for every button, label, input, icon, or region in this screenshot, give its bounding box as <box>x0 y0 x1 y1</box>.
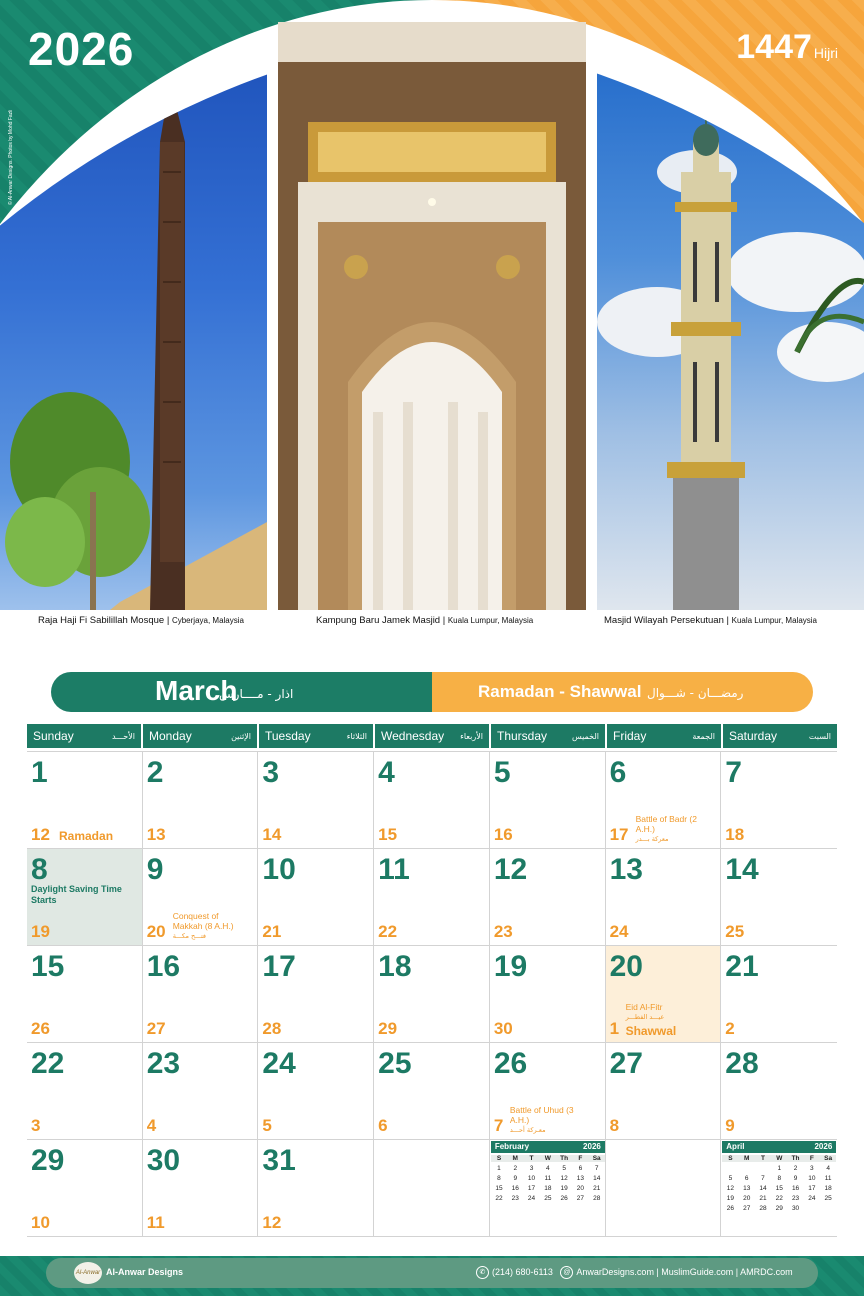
gregorian-day: 15 <box>31 950 65 983</box>
hijri-day: 19 <box>31 922 50 941</box>
photo-caption-location: Cyberjaya, Malaysia <box>171 616 244 625</box>
hijri-month-arabic: رمضـــان - شـــوال <box>647 686 744 700</box>
hijri-day: 14 <box>262 825 282 844</box>
mini-day: 18 <box>824 1185 832 1192</box>
weekday-arabic: الأربعاء <box>460 731 483 741</box>
mini-year: 2026 <box>583 1142 601 1151</box>
calendar-grid <box>27 724 837 1237</box>
mini-calendar-days <box>722 1155 836 1212</box>
mini-day: 26 <box>560 1195 568 1202</box>
mini-day: 2 <box>513 1165 518 1172</box>
weekday-saturday <box>723 724 837 748</box>
mini-weekday: T <box>523 1155 539 1162</box>
gregorian-day: 14 <box>725 853 759 886</box>
mini-day: 12 <box>560 1175 568 1182</box>
day-cell <box>490 752 606 849</box>
mini-weekday: M <box>507 1155 523 1162</box>
mini-day: 24 <box>527 1195 536 1202</box>
hijri-day: 21 <box>262 922 282 941</box>
hijri-label: Hijri <box>813 45 838 61</box>
mini-weekday: S <box>491 1155 507 1162</box>
hijri-day: 27 <box>146 1019 166 1038</box>
weekday-arabic: الخميس <box>571 731 599 741</box>
gregorian-day: 20 <box>609 950 643 983</box>
mini-day: 24 <box>808 1195 816 1202</box>
mini-day: 16 <box>791 1185 800 1192</box>
hijri-month-label: Shawwal <box>625 1024 677 1038</box>
weekday-arabic: السبت <box>808 731 831 741</box>
gregorian-day: 28 <box>725 1047 759 1080</box>
mini-day: 23 <box>511 1195 519 1202</box>
islamic-event <box>510 1105 580 1135</box>
day-cell <box>143 1140 259 1237</box>
mini-day: 22 <box>775 1195 783 1202</box>
hijri-month-label: Ramadan <box>59 829 114 843</box>
weekday-name: Tuesday <box>265 729 311 743</box>
mini-weekday: F <box>804 1155 820 1162</box>
hijri-year-number: 1447 <box>736 28 812 66</box>
photo-caption-name: Masjid Wilayah Persekutuan <box>604 615 724 626</box>
gregorian-day: 6 <box>609 756 627 789</box>
hijri-day: 2 <box>725 1019 735 1038</box>
weekday-name: Wednesday <box>381 729 445 743</box>
hijri-day: 3 <box>31 1116 41 1135</box>
mini-day: 6 <box>744 1175 749 1182</box>
mini-day: 29 <box>775 1205 783 1212</box>
mihrab-illustration <box>278 22 586 610</box>
gregorian-day: 24 <box>262 1047 296 1080</box>
mini-day: 11 <box>544 1175 552 1182</box>
day-cell <box>258 849 374 946</box>
photo-kampung-baru-masjid <box>278 22 586 610</box>
mini-blank <box>739 1165 755 1172</box>
event-title: Conquest of Makkah (8 A.H.) <box>172 911 234 931</box>
mini-weekday: S <box>722 1155 738 1162</box>
day-cell <box>143 752 259 849</box>
hijri-day: 29 <box>378 1019 398 1038</box>
mini-calendar-apr <box>722 1141 836 1212</box>
hijri-day: 25 <box>725 922 745 941</box>
mini-blank <box>755 1165 771 1172</box>
day-cell <box>143 849 259 946</box>
hijri-day: 6 <box>378 1116 388 1135</box>
day-cell <box>721 1043 837 1140</box>
hijri-month-banner <box>432 672 813 712</box>
gregorian-day: 1 <box>31 756 48 789</box>
event-arabic: معركة بـــدر <box>635 835 669 843</box>
mini-day: 3 <box>529 1165 534 1172</box>
day-cell <box>143 946 259 1043</box>
hijri-day: 18 <box>725 825 745 844</box>
mini-day: 19 <box>560 1185 568 1192</box>
weekday-name: Monday <box>149 729 192 743</box>
hijri-day: 24 <box>609 922 629 941</box>
gregorian-day: 25 <box>378 1047 412 1080</box>
gregorian-day: 10 <box>262 853 296 886</box>
event-title: Eid Al-Fitr <box>625 1002 663 1012</box>
mini-day: 23 <box>791 1195 800 1202</box>
mini-day: 5 <box>728 1175 733 1182</box>
day-cell <box>490 1140 606 1237</box>
hijri-day: 22 <box>378 922 398 941</box>
mini-day: 2 <box>793 1165 798 1172</box>
day-cell <box>143 1043 259 1140</box>
mini-day: 28 <box>759 1205 767 1212</box>
gregorian-day: 7 <box>725 756 742 789</box>
gregorian-month-banner <box>51 672 432 712</box>
gregorian-day: 5 <box>493 756 511 789</box>
gregorian-month-name: March <box>155 675 238 706</box>
day-cell <box>490 849 606 946</box>
hijri-day: 15 <box>378 825 398 844</box>
mini-day: 17 <box>527 1185 536 1192</box>
day-cell <box>490 946 606 1043</box>
hijri-day: 20 <box>146 922 166 941</box>
brand-name: Al-Anwar Designs <box>106 1267 184 1277</box>
mini-calendar-days <box>491 1155 605 1202</box>
mini-day: 14 <box>593 1175 601 1182</box>
day-cell <box>27 849 143 946</box>
phone-number: (214) 680-6113 <box>492 1266 553 1277</box>
hijri-day: 7 <box>493 1116 504 1135</box>
weekday-arabic: الأحـــد <box>112 731 135 741</box>
mini-day: 13 <box>576 1175 585 1182</box>
event-arabic: فتـــح مكـــة <box>172 932 207 940</box>
weekday-arabic: الجمعة <box>692 731 715 741</box>
month-banner <box>51 672 813 712</box>
hijri-day: 5 <box>262 1116 272 1135</box>
gregorian-day: 17 <box>262 950 296 983</box>
contact-info <box>476 1266 793 1279</box>
footer-bar <box>46 1258 818 1288</box>
mini-day: 10 <box>808 1175 816 1182</box>
hijri-day: 12 <box>31 825 50 844</box>
gregorian-day: 2 <box>146 756 164 789</box>
mini-day: 8 <box>497 1175 501 1182</box>
photo-caption-name: Raja Haji Fi Sabilillah Mosque <box>38 615 165 626</box>
day-cell <box>721 752 837 849</box>
hijri-day: 13 <box>146 825 166 844</box>
daylight-saving-note: Daylight Saving Time Starts <box>31 884 122 905</box>
mini-day: 9 <box>793 1175 798 1182</box>
hijri-day: 26 <box>31 1019 50 1038</box>
mini-weekday: Sa <box>820 1155 836 1162</box>
gregorian-day: 26 <box>493 1047 528 1080</box>
photo-caption-location: Kuala Lumpur, Malaysia <box>447 616 534 625</box>
gregorian-day: 9 <box>146 853 164 886</box>
day-cell <box>721 849 837 946</box>
mini-day: 3 <box>810 1165 814 1172</box>
gregorian-day: 16 <box>146 950 181 983</box>
event-arabic: عيـــد الفطـــر <box>625 1013 665 1021</box>
day-cell <box>374 752 490 849</box>
hijri-day: 1 <box>609 1019 620 1038</box>
mini-weekday: Th <box>787 1155 803 1162</box>
day-cell <box>606 1043 722 1140</box>
mini-day: 21 <box>593 1185 601 1192</box>
day-cell <box>374 849 490 946</box>
gregorian-day: 3 <box>262 756 280 789</box>
mini-day: 27 <box>743 1205 751 1212</box>
weekday-friday <box>607 724 721 748</box>
mini-day: 27 <box>576 1195 585 1202</box>
weekday-monday <box>143 724 257 748</box>
day-cell <box>27 1043 143 1140</box>
islamic-event <box>626 1002 696 1022</box>
mini-day: 4 <box>826 1165 830 1172</box>
websites: AnwarDesigns.com | MuslimGuide.com | AMRDC.com <box>576 1266 793 1277</box>
mini-day: 21 <box>759 1195 767 1202</box>
mini-day: 6 <box>578 1165 583 1172</box>
weekday-name: Saturday <box>729 729 778 743</box>
hijri-day: 28 <box>262 1019 282 1038</box>
event-arabic: معـركة أحـــد <box>509 1126 546 1134</box>
day-grid <box>27 751 837 1237</box>
gregorian-day: 13 <box>609 853 643 886</box>
mini-weekday: F <box>572 1155 588 1162</box>
photo-caption-name: Kampung Baru Jamek Masjid <box>316 615 441 626</box>
day-cell <box>606 849 722 946</box>
mini-day: 4 <box>546 1165 550 1172</box>
weekday-sunday <box>27 724 141 748</box>
day-cell <box>606 946 722 1043</box>
gregorian-month-arabic: اذار - مــــارس <box>219 687 294 701</box>
mini-day: 7 <box>594 1165 599 1172</box>
hijri-day: 17 <box>609 825 629 844</box>
weekday-header-row <box>27 724 837 748</box>
mini-day: 14 <box>759 1185 767 1192</box>
gregorian-day: 30 <box>146 1144 181 1177</box>
hijri-year <box>736 28 838 67</box>
hijri-month-names: Ramadan - Shawwal <box>478 682 642 701</box>
day-cell <box>258 752 374 849</box>
mini-day: 11 <box>824 1175 832 1182</box>
gregorian-day: 12 <box>493 853 528 886</box>
day-cell <box>27 946 143 1043</box>
day-cell <box>606 1140 722 1237</box>
mini-calendar-feb <box>491 1141 605 1202</box>
day-cell <box>27 1140 143 1237</box>
mini-day: 1 <box>497 1165 501 1172</box>
weekday-arabic: الثلاثاء <box>346 731 367 741</box>
day-cell <box>490 1043 606 1140</box>
hijri-day: 12 <box>262 1213 282 1232</box>
mini-day: 15 <box>495 1185 503 1192</box>
gregorian-day: 21 <box>725 950 759 983</box>
gregorian-day: 4 <box>378 756 395 789</box>
gregorian-day: 18 <box>378 950 412 983</box>
mini-day: 19 <box>726 1195 735 1202</box>
weekday-thursday <box>491 724 605 748</box>
mini-day: 9 <box>513 1175 518 1182</box>
hijri-day: 10 <box>31 1213 50 1232</box>
mini-day: 12 <box>726 1185 735 1192</box>
whatsapp-icon: ✆ <box>476 1266 489 1279</box>
gregorian-day: 27 <box>609 1047 643 1080</box>
web-icon: @ <box>560 1266 573 1279</box>
mini-day: 26 <box>726 1205 735 1212</box>
gregorian-year: 2026 <box>28 23 135 75</box>
weekday-tuesday <box>259 724 373 748</box>
gregorian-day: 11 <box>378 853 410 886</box>
day-cell <box>374 1043 490 1140</box>
mini-day: 10 <box>527 1175 536 1182</box>
weekday-name: Sunday <box>33 729 74 743</box>
al-anwar-logo: Al-Anwar <box>74 1262 102 1284</box>
mini-day: 20 <box>743 1195 751 1202</box>
mini-weekday: W <box>771 1155 787 1162</box>
mini-calendar-header <box>722 1141 836 1153</box>
mini-day: 5 <box>562 1165 566 1172</box>
day-cell <box>374 1140 490 1237</box>
mini-day: 18 <box>544 1185 552 1192</box>
mini-day: 7 <box>761 1175 765 1182</box>
photo-caption-1: Raja Haji Fi Sabilillah Mosque | Cyberjaya, Malaysia <box>38 615 244 626</box>
mini-weekday: Th <box>556 1155 572 1162</box>
mini-calendar-header <box>491 1141 605 1153</box>
day-cell <box>721 1140 837 1237</box>
event-title: Battle of Uhud (3 A.H.) <box>509 1105 574 1125</box>
mini-day: 28 <box>593 1195 601 1202</box>
mini-weekday: Sa <box>589 1155 605 1162</box>
islamic-event <box>636 814 706 844</box>
mini-day: 15 <box>775 1185 783 1192</box>
mini-month: April <box>726 1142 745 1151</box>
hijri-day: 4 <box>146 1116 157 1135</box>
mini-day: 25 <box>824 1195 832 1202</box>
day-cell <box>258 946 374 1043</box>
mini-weekday: W <box>540 1155 556 1162</box>
photo-caption-2: Kampung Baru Jamek Masjid | Kuala Lumpur, Malaysia <box>316 615 534 626</box>
mini-day: 13 <box>743 1185 751 1192</box>
day-cell <box>606 752 722 849</box>
day-cell <box>258 1140 374 1237</box>
mini-month: February <box>494 1142 530 1151</box>
mini-blank <box>722 1165 738 1172</box>
mini-day: 16 <box>511 1185 519 1192</box>
hijri-day: 30 <box>493 1019 513 1038</box>
weekday-wednesday <box>375 724 489 748</box>
day-cell <box>721 946 837 1043</box>
event-title: Battle of Badr (2 A.H.) <box>635 814 697 834</box>
gregorian-day: 29 <box>31 1144 65 1177</box>
day-cell <box>258 1043 374 1140</box>
weekday-arabic: الإثنين <box>231 731 251 741</box>
day-cell <box>374 946 490 1043</box>
hijri-day: 11 <box>146 1213 165 1232</box>
weekday-name: Friday <box>613 729 647 743</box>
weekday-name: Thursday <box>497 729 548 743</box>
photo-credit: © Al-Anwar Designs. Photos by Mohd Fazli <box>8 109 14 205</box>
gregorian-day: 8 <box>31 853 48 886</box>
islamic-event <box>173 911 243 941</box>
gregorian-day: 19 <box>493 950 528 983</box>
day-cell <box>27 752 143 849</box>
gregorian-day: 31 <box>262 1144 296 1177</box>
gregorian-day: 23 <box>146 1047 181 1080</box>
mini-day: 22 <box>495 1195 503 1202</box>
mini-day: 25 <box>544 1195 552 1202</box>
mini-day: 20 <box>576 1185 585 1192</box>
mini-year: 2026 <box>814 1142 833 1151</box>
header-section <box>0 0 864 640</box>
mini-day: 8 <box>777 1175 782 1182</box>
mini-weekday: T <box>755 1155 771 1162</box>
mini-day: 17 <box>808 1185 816 1192</box>
photo-caption-location: Kuala Lumpur, Malaysia <box>731 616 817 625</box>
hijri-day: 16 <box>493 825 513 844</box>
mini-day: 1 <box>777 1165 782 1172</box>
hijri-day: 23 <box>493 922 513 941</box>
mini-day: 30 <box>791 1205 800 1212</box>
hijri-day: 8 <box>609 1116 620 1135</box>
mini-weekday: M <box>739 1155 755 1162</box>
hijri-day: 9 <box>725 1116 735 1135</box>
gregorian-day: 22 <box>31 1047 65 1080</box>
photo-caption-3: Masjid Wilayah Persekutuan | Kuala Lumpur, Malaysia <box>604 615 817 626</box>
